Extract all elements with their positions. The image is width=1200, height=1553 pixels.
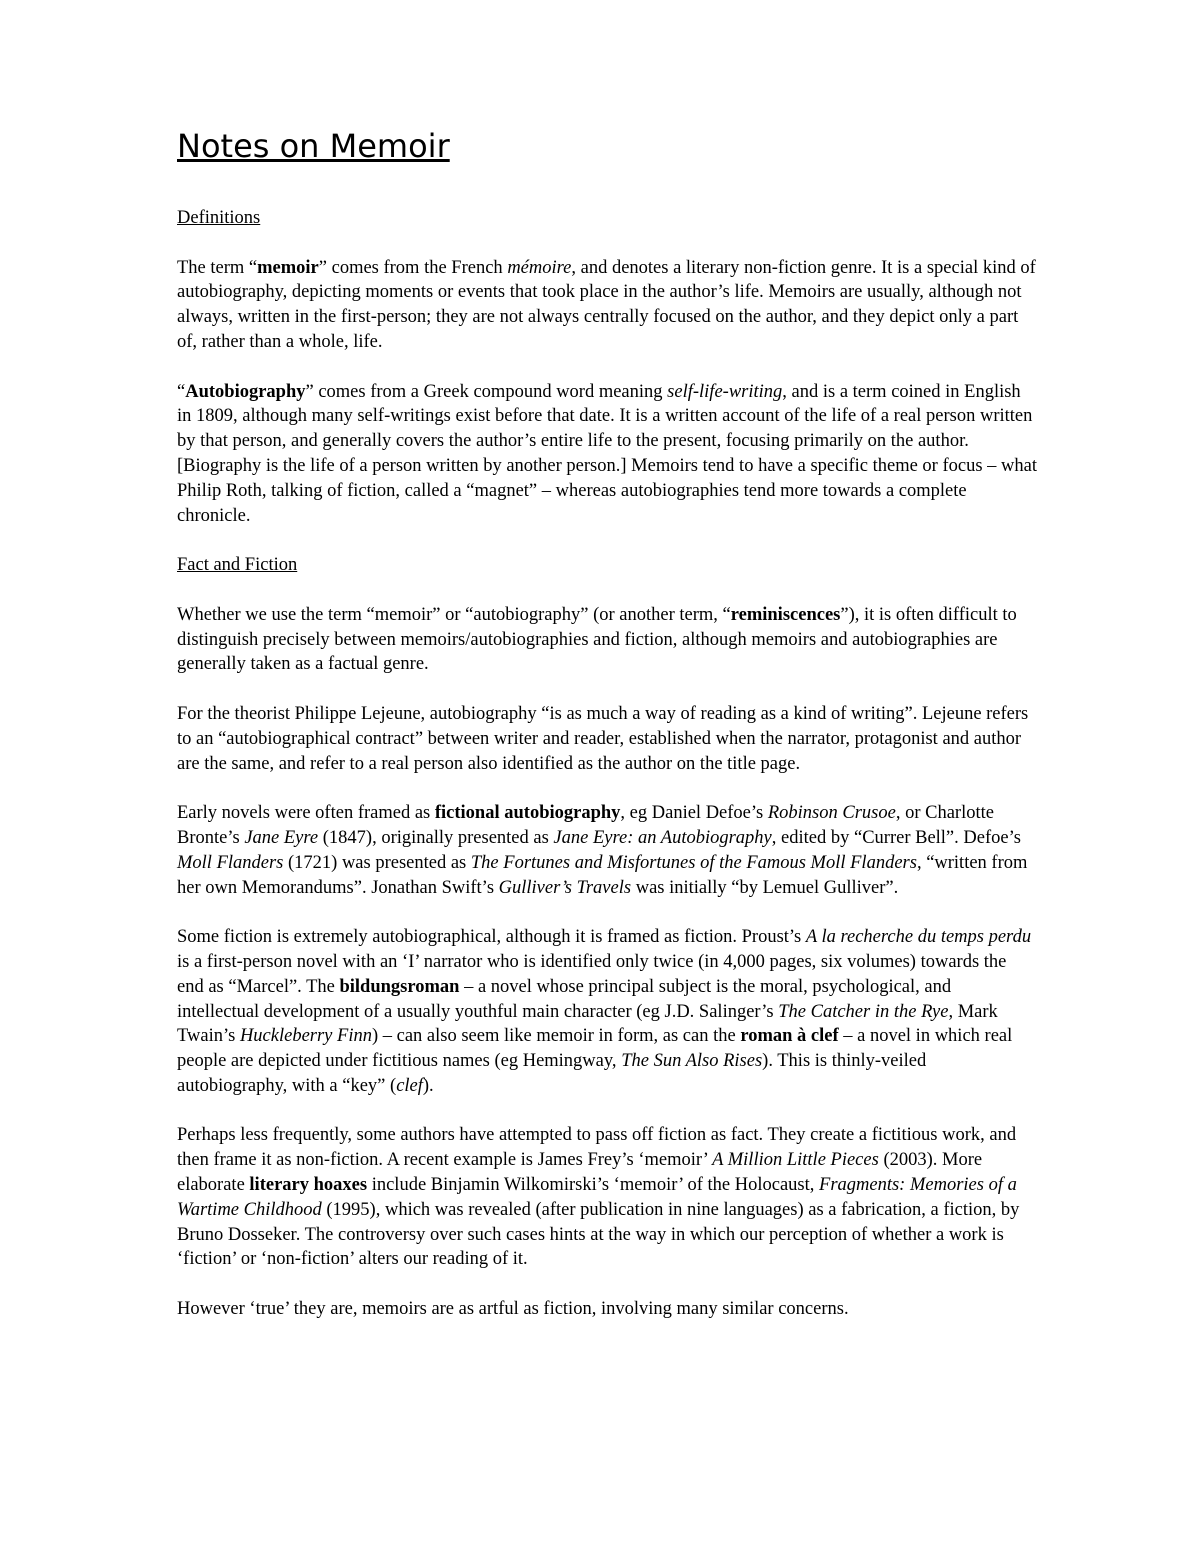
text-run: “ — [177, 381, 186, 402]
text-run: Whether we use the term “memoir” or “autobiography” (or another term, “ — [177, 604, 731, 625]
italic-term: The Sun Also Rises — [621, 1051, 763, 1072]
italic-term: mémoire — [507, 257, 572, 278]
paragraph — [177, 256, 1037, 355]
text-run: was initially “by Lemuel Gulliver”. — [631, 877, 899, 898]
italic-term: Huckleberry Finn — [239, 1026, 372, 1047]
italic-term: A Million Little Pieces — [712, 1150, 879, 1171]
text-run: , and is a term coined in English in 1809, although many self-writings exist before that date. It is a written account of the life of a real person written by that person, and generally covers the author’s entire life to the present, focusing primarily on the author. [Biography is the life of a person written by another person.] Memoirs tend to have a specific theme or focus – what Philip Roth, talking of fiction, called a “magnet” – whereas autobiographies tend more towards a complete chronicle. — [177, 381, 1037, 526]
italic-term: Jane Eyre — [244, 827, 319, 848]
italic-term: Robinson Crusoe — [767, 803, 896, 824]
italic-term: Fragments: Memories of a Wartime Childhood — [177, 1175, 1017, 1220]
italic-term: Gulliver’s Travels — [498, 877, 632, 898]
italic-term: A la recherche du temps perdu — [805, 927, 1032, 948]
text-run: ) – can also seem like memoir in form, as can the — [371, 1026, 741, 1047]
text-run: Some fiction is extremely autobiographical, although it is framed as fiction. Proust’s — [177, 927, 806, 948]
bold-term: reminiscences — [730, 604, 841, 625]
text-run: , and denotes a literary non-fiction genre. It is a special kind of autobiography, depicting moments or events that took place in the author’s life. Memoirs are usually, although not always, written in the first-person; they are not always centrally focused on the author, and they depict only a part of, rather than a whole, life. — [177, 257, 1036, 352]
bold-term: memoir — [257, 257, 319, 278]
text-run: Early novels were often framed as — [177, 803, 435, 824]
text-run: ” comes from the French — [318, 257, 508, 278]
bold-term: literary hoaxes — [249, 1175, 368, 1196]
paragraph — [177, 1297, 1037, 1322]
italic-term: The Catcher in the Rye — [778, 1001, 949, 1022]
text-run: (1995), which was revealed (after publication in nine languages) as a fabrication, a fiction, by Bruno Dosseker. The controversy over such cases hints at the way in which our perception of whether a work is ‘fiction’ or ‘non-fiction’ alters our reading of it. — [177, 1199, 1020, 1270]
document-title: Notes on Memoir — [177, 127, 450, 165]
text-run: (1847), originally presented as — [318, 827, 554, 848]
text-run: (2003). More elaborate — [177, 1150, 983, 1196]
text-run: However ‘true’ they are, memoirs are as artful as fiction, involving many similar concerns. — [177, 1299, 849, 1320]
text-run: include Binjamin Wilkomirski’s ‘memoir’ of the Holocaust, — [367, 1175, 820, 1196]
bold-term: roman à clef — [740, 1026, 839, 1047]
italic-term: clef — [396, 1075, 423, 1096]
text-run: ” comes from a Greek compound word meaning — [305, 381, 668, 402]
text-run: , “written from her own Memorandums”. Jonathan Swift’s — [177, 852, 1028, 898]
text-run: (1721) was presented as — [283, 852, 471, 873]
text-run: ). This is thinly-veiled autobiography, with a “key” ( — [177, 1051, 927, 1096]
paragraph — [177, 925, 1037, 1099]
document-page — [177, 126, 1037, 1347]
italic-term: Jane Eyre: an Autobiography — [553, 827, 772, 848]
bold-term: fictional autobiography — [434, 803, 621, 824]
text-run: is a first-person novel with an ‘I’ narrator who is identified only twice (in 4,000 pages, six volumes) towards the end as “Marcel”. The — [177, 951, 1007, 997]
bold-term: Autobiography — [185, 381, 306, 402]
paragraph — [177, 801, 1037, 900]
text-run: – a novel in which real people are depicted under fictitious names (eg Hemingway, — [177, 1026, 1013, 1072]
text-run: ”), it is often difficult to distinguish precisely between memoirs/autobiographies and fiction, although memoirs and autobiographies are generally taken as a factual genre. — [177, 604, 1017, 675]
section-heading: Definitions — [177, 208, 261, 228]
text-run: The term “ — [177, 257, 258, 278]
text-run: ). — [422, 1075, 434, 1096]
bold-term: bildungsroman — [339, 976, 460, 997]
text-run: For the theorist Philippe Lejeune, autobiography “is as much a way of reading as a kind of writing”. Lejeune refers to an “autobiographical contract” between writer and reader, established when the narrator, protagonist and author are the same, and refer to a real person also identified as the author on the title page. — [177, 703, 1029, 774]
text-run: – a novel whose principal subject is the moral, psychological, and intellectual development of a usually youthful main character (eg J.D. Salinger’s — [177, 976, 952, 1022]
paragraph — [177, 702, 1037, 776]
text-run: , Mark Twain’s — [177, 1001, 998, 1047]
text-run: Perhaps less frequently, some authors have attempted to pass off fiction as fact. They create a fictitious work, and then frame it as non-fiction. A recent example is James Frey’s ‘memoir’ — [177, 1125, 1017, 1171]
italic-term: self-life-writing — [667, 381, 783, 402]
italic-term: Moll Flanders — [177, 852, 284, 873]
text-run: , edited by “Currer Bell”. Defoe’s — [771, 827, 1021, 848]
paragraph — [177, 603, 1037, 677]
text-run: , or Charlotte Bronte’s — [177, 803, 994, 848]
italic-term: The Fortunes and Misfortunes of the Famous Moll Flanders — [470, 852, 917, 873]
section-heading: Fact and Fiction — [177, 555, 298, 576]
document-body — [177, 206, 1037, 1322]
text-run: , eg Daniel Defoe’s — [620, 803, 768, 824]
paragraph — [177, 1123, 1037, 1272]
paragraph — [177, 380, 1037, 529]
